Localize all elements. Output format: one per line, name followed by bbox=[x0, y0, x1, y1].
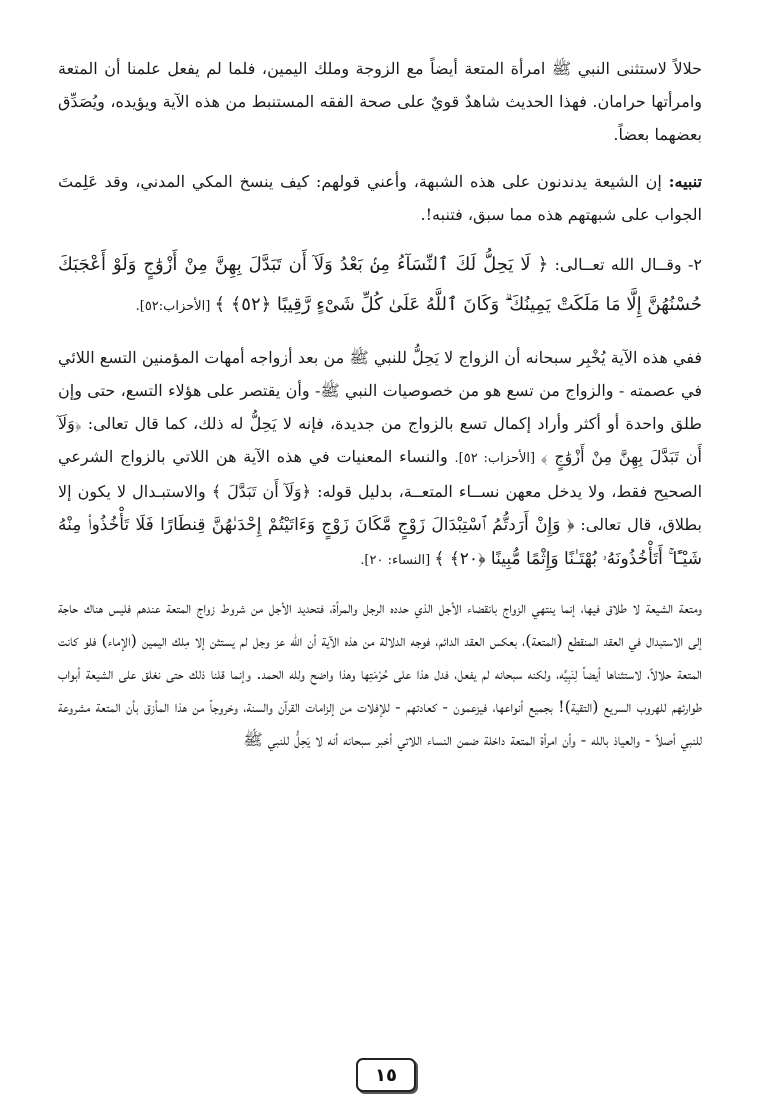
commentary-part-b: والنساء المعنيات في هذه الآية هن اللاتي بالزواج الشرعي الصحيح فقط، ولا يدخل معهن نســاء المتعــة، بدليل قوله: bbox=[58, 447, 703, 501]
paragraph-tanbih bbox=[58, 165, 702, 231]
page-content bbox=[58, 52, 702, 756]
quran-verse-ahzab-snippet: ﴿وَلَآ أَن تَبَدَّلَ بِهِنَّ مِنْ أَزْوَٰجٍ ﴾ bbox=[58, 414, 702, 466]
paragraph-commentary bbox=[58, 341, 702, 577]
verse-reference-ahzab: [الأحزاب:٥٢]. bbox=[135, 299, 215, 314]
page-number: ١٥ bbox=[356, 1058, 416, 1092]
verse-reference-ahzab-2: [الأحزاب: ٥٢]. bbox=[454, 451, 541, 466]
commentary-part-c: والاستبـدال لا يكون إلا بطلاق، قال تعالى: bbox=[58, 482, 702, 534]
paragraph-mutah bbox=[58, 591, 702, 756]
verse-intro: ٢- وقــال الله تعــالى: bbox=[548, 255, 702, 274]
mutah-text: ومتعة الشيعة لا طلاق فيها، إنما ينتهي الزواج بانقضاء الأجل الذي حدده الرجل والمرأة، فتحديد الأجل من شروط زواج المتعة عندهم فليس هناك حاجة إلى الاستبدال في العقد المنقطع (المتعة)، بعكس العقد الدائم، فوجه الدلالة من هذه الآية أن الله عز وجل لم يستثن إلا مِلك اليمين (الإماء) فلو كانت المتعة حلالاً، لاستثناها أيضاً لِنَبِيِّه، ولكنه سبحانه لم يفعل، فدل هذا على حُرْمَتِها وهذا واضح ولله الحمد. وإنما قلنا ذلك حتى نغلق على الشيعة أبواب طوارئهم للهروب السريع (التقية)! بجميع أنواعها، فيزعمون - كعادتهم - للإفلات من إلزامات القرآن والسنة، وخروجاً من هذا المأزق بأن المتعة مشروعة للنبي أصلاً - والعياذ بالله - وأن امرأة المتعة داخلة ضمن النساء اللاتي أخبر سبحانه أنه لا يَحِلُّ للنبي ﷺ bbox=[58, 598, 703, 749]
verse-reference-nisa: [النساء: ٢٠]. bbox=[360, 553, 435, 568]
paragraph-1 bbox=[58, 52, 702, 151]
quran-verse-ahzab-52: ﴿ لَا يَحِلُّ لَكَ ٱلنِّسَآءُ مِنۢ بَعْدُ وَلَآ أَن تَبَدَّلَ بِهِنَّ مِنْ أَزْوَٰجٍ وَلَوْ أَعْجَبَكَ حُسْنُهُنَّ إِلَّا مَا مَلَكَتْ يَمِينُكَ ۗ وَكَانَ ٱللَّهُ عَلَىٰ كُلِّ شَىْءٍ رَّقِيبًا ﴿٥٢﴾ ﴾ bbox=[58, 254, 702, 315]
tanbih-label: تنبيه: bbox=[668, 172, 702, 191]
quran-verse-nisa-20: ﴿ وَإِنْ أَرَدتُّمُ ٱسْتِبْدَالَ زَوْجٍ مَّكَانَ زَوْجٍ وَءَاتَيْتُمْ إِحْدَىٰهُنَّ قِنطَارًا فَلَا تَأْخُذُوا۟ مِنْهُ شَيْـًٔا ۚ أَتَأْخُذُونَهُۥ بُهْتَـٰنًا وَإِثْمًا مُّبِينًا ﴿٢٠﴾ ﴾ bbox=[58, 515, 702, 569]
tanbih-text: إن الشيعة يدندنون على هذه الشبهة، وأعني قولهم: كيف ينسخ المكي المدني، وقد عَلِمتَ الجواب على شبهتهم هذه مما سبق، فتنبه!. bbox=[58, 172, 702, 224]
commentary-part-a: ففي هذه الآية يُخْبِر سبحانه أن الزواج لا يَحِلُّ للنبي ﷺ من بعد أزواجه أمهات المؤمنين التسع اللائي في عصمته - والزواج من تسع هو من خصوصيات النبي ﷺ- وأن يقتصر على هؤلاء التسع، حتى وإن طلق واحدة أو أكثر وأراد إكمال تسع بالزواج من جديدة، فإنه لا يَحِلُّ له ذلك، كما قال تعالى: bbox=[58, 348, 702, 433]
paragraph-1-text: حلالاً لاستثنى النبي ﷺ امرأة المتعة أيضاً مع الزوجة وملك اليمين، فلما لم يفعل علمنا أن المتعة وامرأتها حرامان. فهذا الحديث شاهدٌ قويٌ على صحة الفقه المستنبط من هذه الآية ويؤيده، ويُصَدِّق بعضهما بعضاً. bbox=[58, 59, 702, 144]
quran-verse-tabaddal: ﴿وَلَآ أَن تَبَدَّلَ ﴾ bbox=[211, 482, 312, 501]
paragraph-verse-ahzab bbox=[58, 245, 702, 327]
